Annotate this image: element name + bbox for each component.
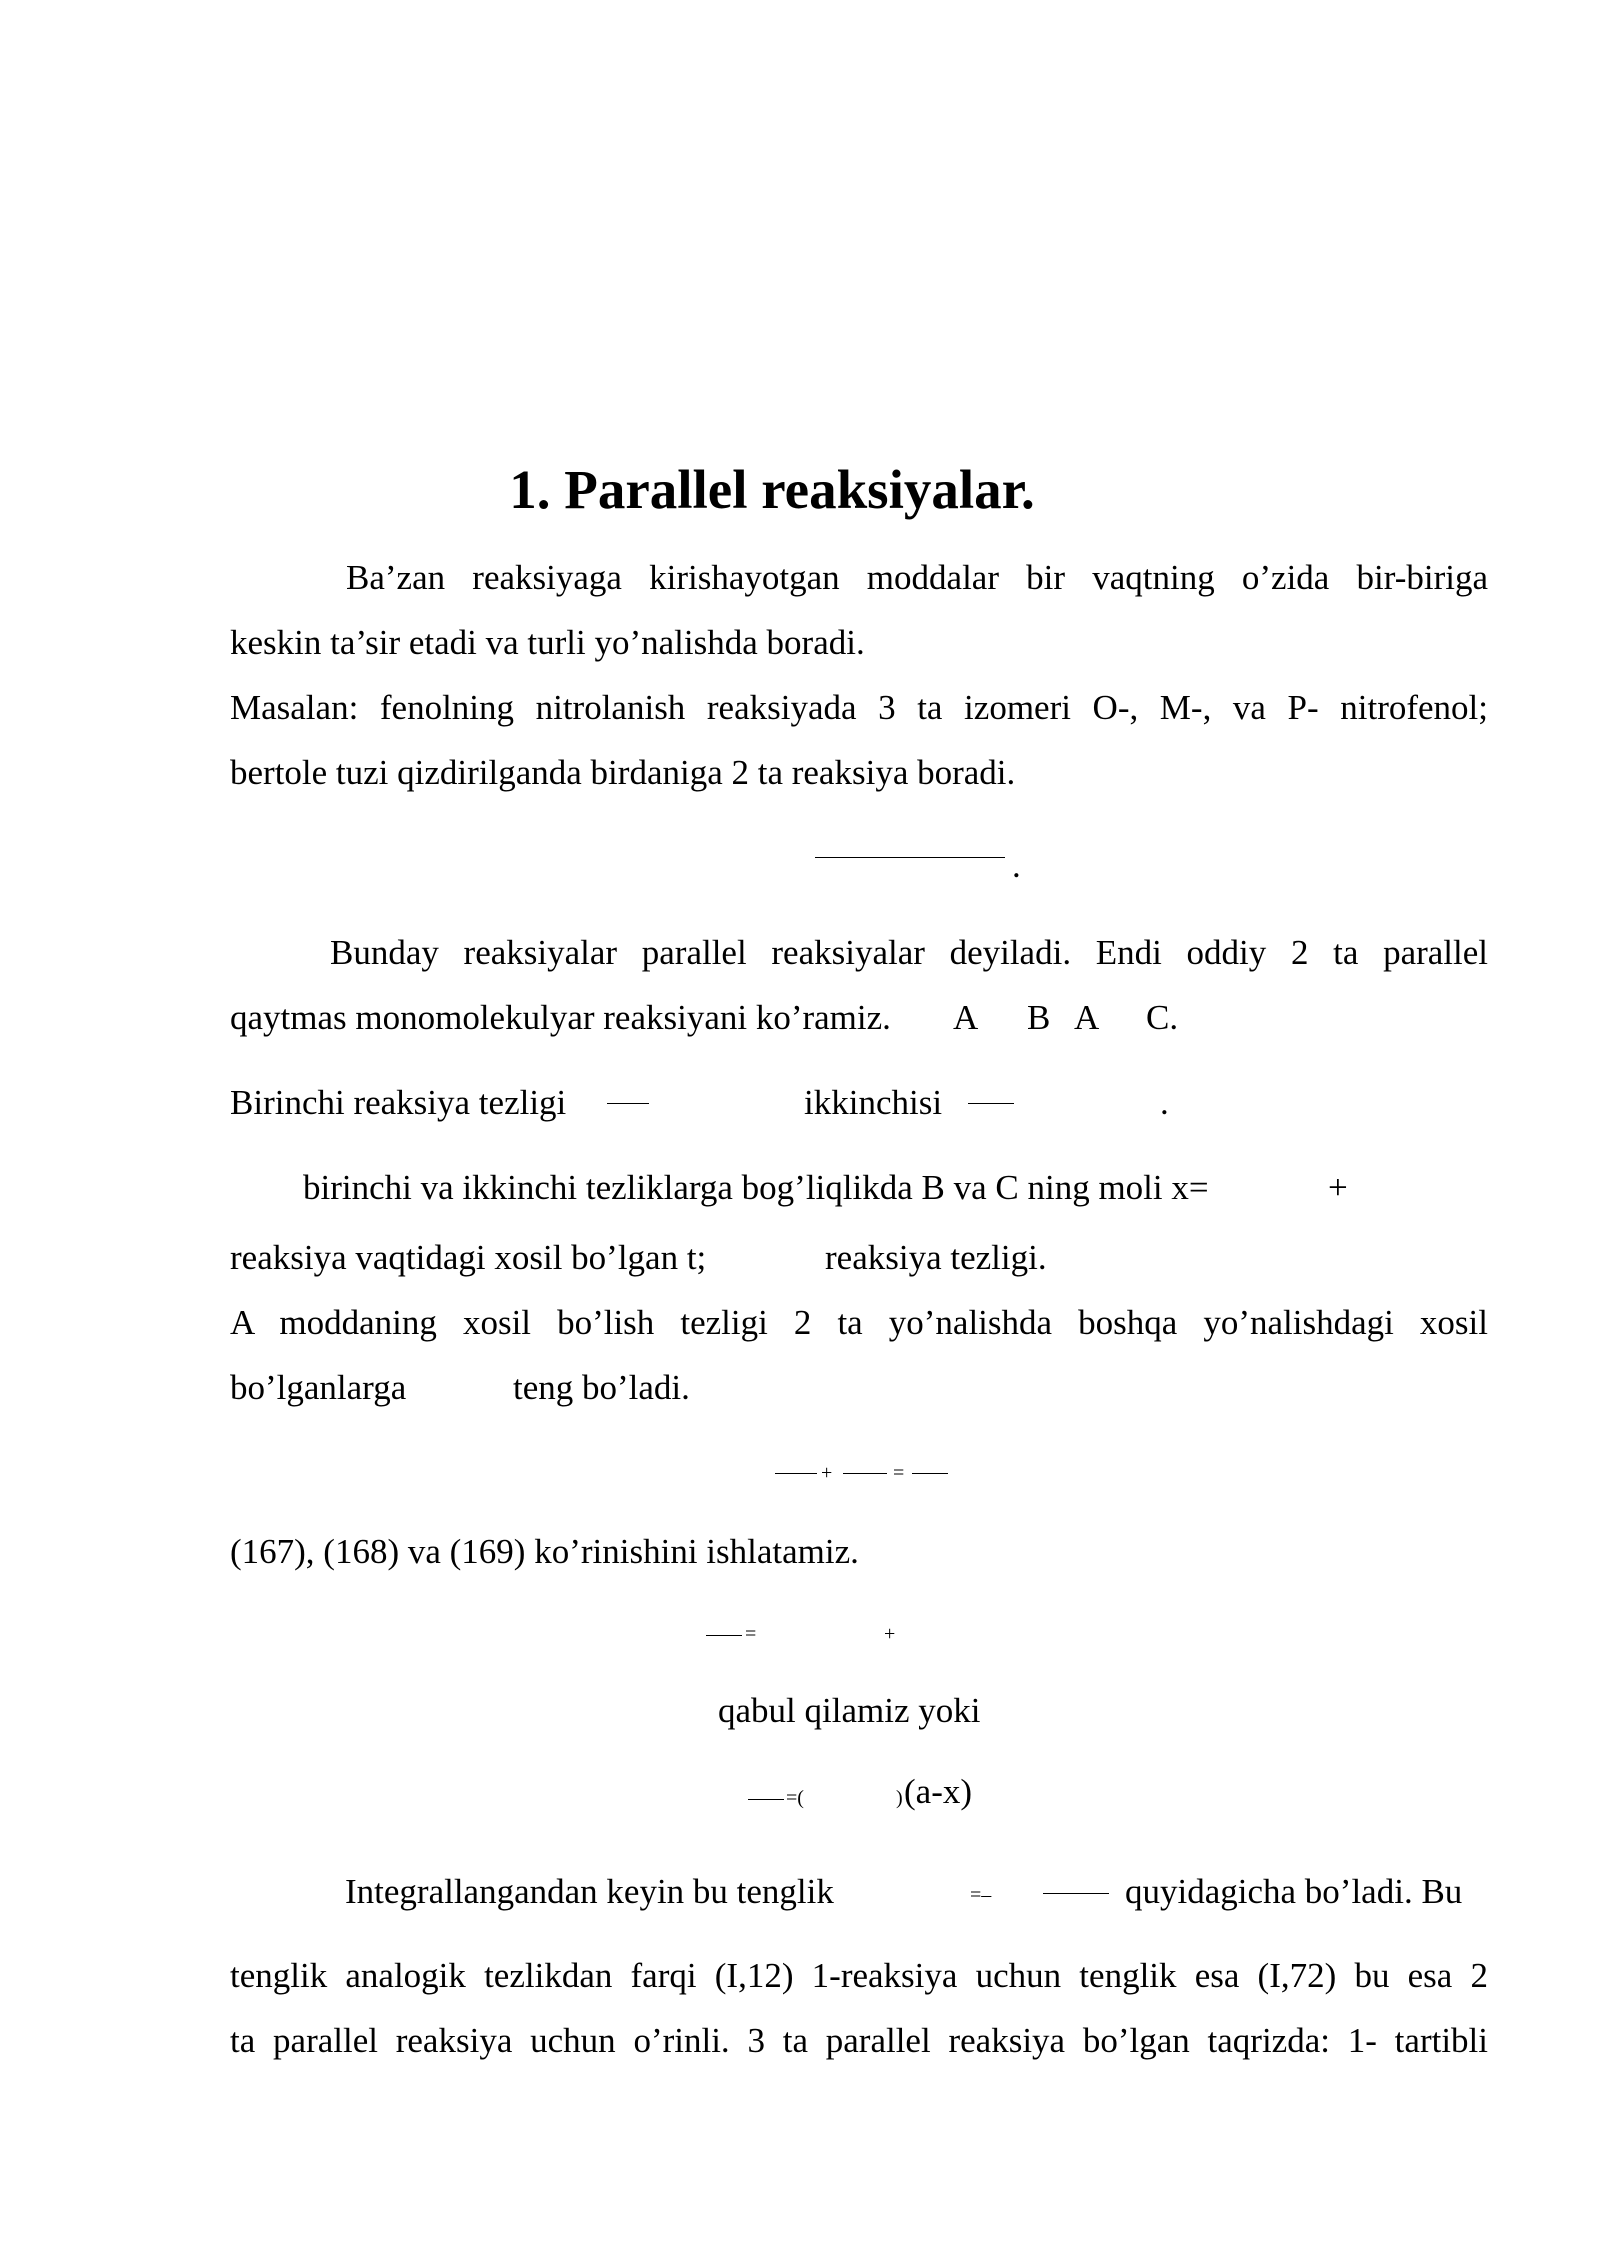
eq3-equals: = bbox=[745, 1623, 757, 1645]
eq2-fraction-2 bbox=[843, 1473, 887, 1474]
eq4-equals: =( bbox=[786, 1787, 804, 1809]
para4-line1: birinchi va ikkinchi tezliklarga bog’liqlikda B va C ning moli x= bbox=[303, 1168, 1209, 1207]
para4-line2a: reaksiya vaqtidagi xosil bo’lgan t; bbox=[230, 1238, 707, 1277]
rate-second-fraction bbox=[968, 1103, 1014, 1104]
para5-line2b: teng bo’ladi. bbox=[513, 1368, 690, 1407]
para3-line2: qaytmas monomolekulyar reaksiyani ko’ramiz. bbox=[230, 998, 891, 1037]
para5-line1: A moddaning xosil bo’lish tezligi 2 ta yo’nalishda boshqa yo’nalishdagi xosil bbox=[230, 1303, 1488, 1342]
page-title: 1. Parallel reaksiyalar. bbox=[509, 459, 1035, 520]
rate-second-label: ikkinchisi bbox=[804, 1083, 943, 1122]
para6: (167), (168) va (169) ko’rinishini ishlatamiz. bbox=[230, 1532, 859, 1571]
eq4-tail: (a-x) bbox=[904, 1772, 973, 1811]
eq2-plus: + bbox=[821, 1462, 833, 1484]
eq3-plus: + bbox=[884, 1623, 896, 1645]
para8-fraction bbox=[1043, 1893, 1109, 1894]
para9-line2: ta parallel reaksiya uchun o’rinli. 3 ta parallel reaksiya bo’lgan taqrizda: 1- tartibli bbox=[230, 2021, 1488, 2060]
rate-first-fraction bbox=[607, 1103, 649, 1104]
eq3-fraction bbox=[706, 1635, 742, 1636]
species-b: B bbox=[1027, 998, 1051, 1037]
rate-first-label: Birinchi reaksiya tezligi bbox=[230, 1083, 567, 1122]
para1-line1: Ba’zan reaksiyaga kirishayotgan moddalar bir vaqtning o’zida bir-biriga bbox=[346, 558, 1488, 597]
para8-eq: =– bbox=[970, 1884, 992, 1906]
para7: qabul qilamiz yoki bbox=[718, 1691, 981, 1730]
para4-plus: + bbox=[1328, 1168, 1348, 1207]
para2-line2: bertole tuzi qizdirilganda birdaniga 2 ta reaksiya boradi. bbox=[230, 753, 1016, 792]
species-a1: A bbox=[953, 998, 979, 1037]
rate-dot: . bbox=[1160, 1083, 1169, 1122]
para4-line2b: reaksiya tezligi. bbox=[825, 1238, 1047, 1277]
para2-line1: Masalan: fenolning nitrolanish reaksiyada 3 ta izomeri O-, M-, va P- nitrofenol; bbox=[230, 688, 1488, 727]
para5-line2a: bo’lganlarga bbox=[230, 1368, 407, 1407]
para8-end: quyidagicha bo’ladi. Bu bbox=[1125, 1872, 1463, 1911]
eq2-fraction-3 bbox=[912, 1473, 948, 1474]
equation-dot: . bbox=[1012, 846, 1021, 885]
species-c: C. bbox=[1146, 998, 1179, 1037]
eq2-equals: = bbox=[893, 1462, 905, 1484]
eq4-close: ) bbox=[896, 1787, 903, 1809]
para9-line1: tenglik analogik tezlikdan farqi (I,12) 1-reaksiya uchun tenglik esa (I,72) bu esa 2 bbox=[230, 1956, 1488, 1995]
para8-start: Integrallangandan keyin bu tenglik bbox=[345, 1872, 834, 1911]
species-a2: A bbox=[1074, 998, 1100, 1037]
eq4-fraction bbox=[748, 1799, 784, 1800]
para3-line1: Bunday reaksiyalar parallel reaksiyalar deyiladi. Endi oddiy 2 ta parallel bbox=[330, 933, 1488, 972]
para1-line2: keskin ta’sir etadi va turli yo’nalishda boradi. bbox=[230, 623, 865, 662]
eq2-fraction-1 bbox=[775, 1473, 817, 1474]
equation-rule bbox=[815, 857, 1005, 858]
